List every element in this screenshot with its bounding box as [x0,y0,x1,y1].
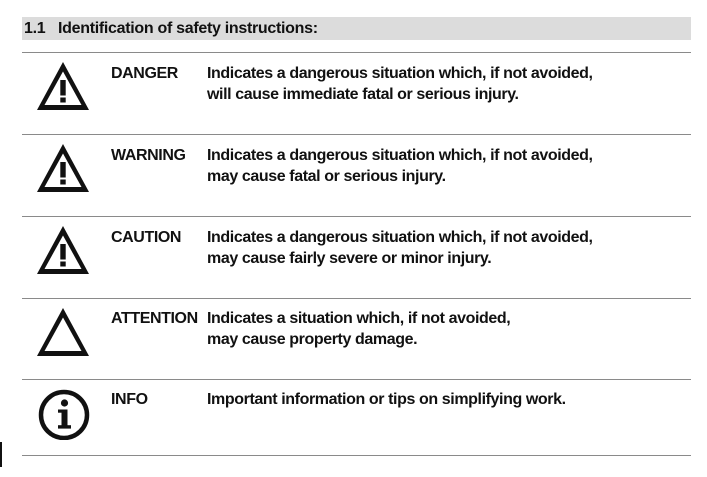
margin-bar [0,442,2,467]
warning-triangle-exclamation-icon [34,223,92,277]
empty-triangle-icon [34,305,92,359]
description-line: may cause property damage. [207,331,418,348]
info-circle-icon [34,386,92,440]
description-line: Important information or tips on simplifying work. [207,391,566,408]
safety-row-danger [22,53,691,135]
safety-description [207,145,593,187]
description-line: will cause immediate fatal or serious injury. [207,86,519,103]
section-heading [22,17,691,40]
warning-triangle-exclamation-icon [34,141,92,195]
description-line: Indicates a dangerous situation which, if not avoided, [207,229,593,246]
safety-label: WARNING [111,147,186,164]
safety-row-attention [22,299,691,380]
safety-row-info [22,380,691,456]
description-line: Indicates a dangerous situation which, if not avoided, [207,65,593,82]
description-line: may cause fatal or serious injury. [207,168,446,185]
safety-description [207,227,593,269]
description-line: Indicates a dangerous situation which, if not avoided, [207,147,593,164]
safety-label: DANGER [111,65,178,82]
section-title: Identification of safety instructions: [58,19,318,37]
section-number: 1.1 [24,19,46,37]
description-line: may cause fairly severe or minor injury. [207,250,492,267]
safety-label: CAUTION [111,229,182,246]
safety-description [207,389,566,410]
description-line: Indicates a situation which, if not avoided, [207,310,511,327]
safety-row-warning [22,135,691,217]
safety-label: ATTENTION [111,310,198,327]
safety-row-caution [22,217,691,299]
safety-label: INFO [111,391,148,408]
warning-triangle-exclamation-icon [34,59,92,113]
safety-description [207,308,510,350]
safety-description [207,63,593,105]
